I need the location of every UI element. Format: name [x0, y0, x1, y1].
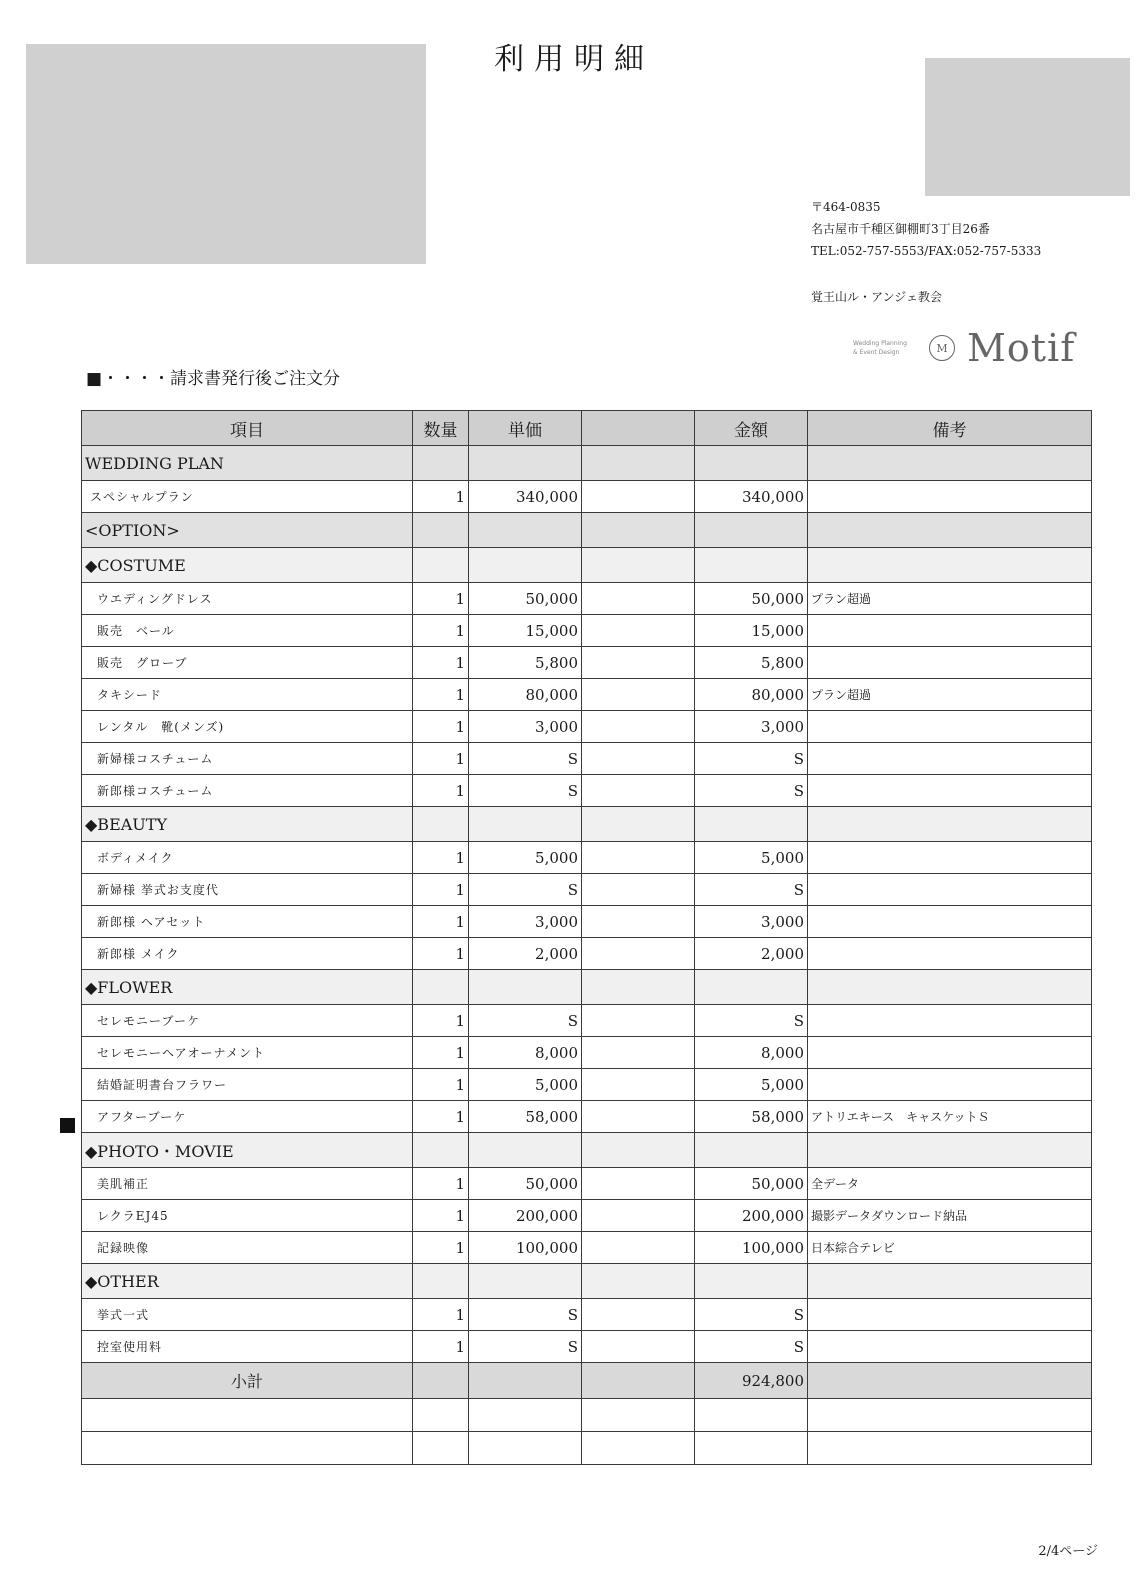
item-qty: 1	[413, 1299, 469, 1331]
empty-cell	[695, 970, 808, 1005]
item-qty: 1	[413, 647, 469, 679]
item-note: 全データ	[808, 1168, 1092, 1200]
item-unit-price: 340,000	[469, 481, 582, 513]
item-amount: S	[695, 1299, 808, 1331]
empty-cell	[582, 874, 695, 906]
item-name: 控室使用料	[82, 1331, 413, 1363]
redacted-block-right	[925, 58, 1130, 196]
empty-cell	[582, 775, 695, 807]
item-name: 販売 グローブ	[82, 647, 413, 679]
item-qty: 1	[413, 906, 469, 938]
item-qty: 1	[413, 679, 469, 711]
row-label: ◆PHOTO・MOVIE	[82, 1133, 413, 1168]
row-label: WEDDING PLAN	[82, 446, 413, 481]
item-name: 新郎様 ヘアセット	[82, 906, 413, 938]
empty-cell	[413, 1399, 469, 1432]
row-label: <OPTION>	[82, 513, 413, 548]
empty-cell	[695, 446, 808, 481]
empty-cell	[808, 1133, 1092, 1168]
empty-cell	[469, 1264, 582, 1299]
empty-cell	[695, 548, 808, 583]
table-row	[82, 906, 1092, 938]
item-name: 結婚証明書台フラワー	[82, 1069, 413, 1101]
empty-cell	[582, 679, 695, 711]
row-marker-square	[60, 1118, 75, 1133]
table-row	[82, 583, 1092, 615]
empty-cell	[808, 513, 1092, 548]
item-unit-price: 5,000	[469, 1069, 582, 1101]
empty-cell	[582, 1299, 695, 1331]
item-name: 新郎様コスチューム	[82, 775, 413, 807]
empty-cell	[582, 481, 695, 513]
item-note: アトリエキース キャスケットＳ	[808, 1101, 1092, 1133]
item-amount: 15,000	[695, 615, 808, 647]
empty-cell	[582, 711, 695, 743]
item-qty: 1	[413, 1005, 469, 1037]
item-qty: 1	[413, 1069, 469, 1101]
table-body	[82, 446, 1092, 1465]
item-qty: 1	[413, 1331, 469, 1363]
empty-cell	[695, 1432, 808, 1465]
usage-detail-table	[81, 410, 1092, 1465]
empty-cell	[469, 807, 582, 842]
postal-code: 〒464-0835	[811, 200, 881, 214]
item-note	[808, 874, 1092, 906]
empty-cell	[695, 1133, 808, 1168]
empty-cell	[469, 970, 582, 1005]
header-item: 項目	[82, 411, 413, 446]
item-amount: 5,000	[695, 1069, 808, 1101]
phone-fax: TEL:052-757-5553/FAX:052-757-5333	[811, 244, 1042, 258]
empty-cell	[808, 1432, 1092, 1465]
item-qty: 1	[413, 775, 469, 807]
empty-cell	[808, 1363, 1092, 1399]
item-unit-price: S	[469, 743, 582, 775]
item-note: 撮影データダウンロード納品	[808, 1200, 1092, 1232]
item-qty: 1	[413, 842, 469, 874]
empty-cell	[582, 1101, 695, 1133]
item-name: ウエディングドレス	[82, 583, 413, 615]
empty-cell	[413, 1363, 469, 1399]
table-header-row	[82, 411, 1092, 446]
empty-cell	[808, 446, 1092, 481]
item-amount: 8,000	[695, 1037, 808, 1069]
empty-cell	[413, 548, 469, 583]
table-row	[82, 1331, 1092, 1363]
empty-cell	[695, 513, 808, 548]
item-note	[808, 481, 1092, 513]
empty-cell	[82, 1399, 413, 1432]
header-blank	[582, 411, 695, 446]
item-note	[808, 1299, 1092, 1331]
empty-cell	[808, 548, 1092, 583]
item-qty: 1	[413, 743, 469, 775]
item-amount: 5,000	[695, 842, 808, 874]
item-note	[808, 1331, 1092, 1363]
item-qty: 1	[413, 711, 469, 743]
empty-cell	[582, 1399, 695, 1432]
item-qty: 1	[413, 874, 469, 906]
item-qty: 1	[413, 1232, 469, 1264]
item-amount: 2,000	[695, 938, 808, 970]
empty-cell	[582, 615, 695, 647]
table-row	[82, 1200, 1092, 1232]
item-amount: 5,800	[695, 647, 808, 679]
item-name: 美肌補正	[82, 1168, 413, 1200]
table-row	[82, 1037, 1092, 1069]
blank-row	[82, 1432, 1092, 1465]
item-amount: 80,000	[695, 679, 808, 711]
item-unit-price: 15,000	[469, 615, 582, 647]
table-row	[82, 874, 1092, 906]
item-unit-price: 80,000	[469, 679, 582, 711]
empty-cell	[582, 1331, 695, 1363]
venue-name: 覚王山ル・アンジェ教会	[811, 290, 942, 304]
item-amount: 340,000	[695, 481, 808, 513]
empty-cell	[469, 1399, 582, 1432]
empty-cell	[582, 842, 695, 874]
empty-cell	[808, 807, 1092, 842]
item-qty: 1	[413, 1168, 469, 1200]
table-row	[82, 1168, 1092, 1200]
empty-cell	[582, 583, 695, 615]
item-unit-price: S	[469, 874, 582, 906]
item-note	[808, 743, 1092, 775]
item-amount: S	[695, 1005, 808, 1037]
empty-cell	[582, 1363, 695, 1399]
venue-address-block	[811, 196, 1041, 308]
category-heading-row	[82, 807, 1092, 842]
item-name: セレモニーブーケ	[82, 1005, 413, 1037]
item-amount: 200,000	[695, 1200, 808, 1232]
item-note: プラン超過	[808, 583, 1092, 615]
empty-cell	[413, 807, 469, 842]
empty-cell	[582, 513, 695, 548]
empty-cell	[582, 970, 695, 1005]
empty-cell	[582, 1069, 695, 1101]
table-row	[82, 1232, 1092, 1264]
empty-cell	[469, 1432, 582, 1465]
empty-cell	[808, 1264, 1092, 1299]
item-amount: S	[695, 874, 808, 906]
item-unit-price: 50,000	[469, 583, 582, 615]
item-amount: 50,000	[695, 1168, 808, 1200]
empty-cell	[582, 938, 695, 970]
table-row	[82, 938, 1092, 970]
item-note: プラン超過	[808, 679, 1092, 711]
document-title: 利用明細	[494, 42, 654, 77]
item-name: アフターブーケ	[82, 1101, 413, 1133]
section-heading: ■・・・・請求書発行後ご注文分	[86, 369, 341, 389]
empty-cell	[469, 446, 582, 481]
item-name: 挙式一式	[82, 1299, 413, 1331]
item-unit-price: 50,000	[469, 1168, 582, 1200]
empty-cell	[695, 1264, 808, 1299]
subtotal-label: 小計	[82, 1363, 413, 1399]
motif-logo	[853, 326, 1075, 370]
item-unit-price: S	[469, 1005, 582, 1037]
empty-cell	[582, 1037, 695, 1069]
item-unit-price: 8,000	[469, 1037, 582, 1069]
logo-wordmark: Motif	[967, 326, 1076, 370]
item-note	[808, 615, 1092, 647]
table-row	[82, 775, 1092, 807]
item-note	[808, 1037, 1092, 1069]
item-qty: 1	[413, 1101, 469, 1133]
item-amount: 100,000	[695, 1232, 808, 1264]
category-heading-row	[82, 1264, 1092, 1299]
item-amount: S	[695, 1331, 808, 1363]
header-note: 備考	[808, 411, 1092, 446]
empty-cell	[413, 1264, 469, 1299]
item-qty: 1	[413, 1200, 469, 1232]
empty-cell	[582, 1432, 695, 1465]
item-amount: S	[695, 775, 808, 807]
table-row	[82, 647, 1092, 679]
row-label: ◆BEAUTY	[82, 807, 413, 842]
empty-cell	[582, 807, 695, 842]
item-note	[808, 906, 1092, 938]
empty-cell	[413, 513, 469, 548]
item-unit-price: 2,000	[469, 938, 582, 970]
table-row	[82, 1005, 1092, 1037]
item-name: 新婦様コスチューム	[82, 743, 413, 775]
item-unit-price: 58,000	[469, 1101, 582, 1133]
item-name: セレモニーヘアオーナメント	[82, 1037, 413, 1069]
empty-cell	[808, 1399, 1092, 1432]
row-label: ◆FLOWER	[82, 970, 413, 1005]
subtotal-amount: 924,800	[695, 1363, 808, 1399]
empty-cell	[582, 743, 695, 775]
row-label: ◆OTHER	[82, 1264, 413, 1299]
item-note	[808, 775, 1092, 807]
item-name: 記録映像	[82, 1232, 413, 1264]
empty-cell	[582, 1005, 695, 1037]
item-name: 販売 ベール	[82, 615, 413, 647]
item-name: レクラEJ45	[82, 1200, 413, 1232]
item-name: レンタル 靴(メンズ)	[82, 711, 413, 743]
empty-cell	[695, 807, 808, 842]
item-unit-price: 200,000	[469, 1200, 582, 1232]
logo-tagline-line-2: & Event Design	[853, 349, 900, 356]
item-note	[808, 842, 1092, 874]
item-name: タキシード	[82, 679, 413, 711]
table-row	[82, 1299, 1092, 1331]
option-heading-row	[82, 513, 1092, 548]
plan-heading-row	[82, 446, 1092, 481]
item-name: スペシャルプラン	[82, 481, 413, 513]
logo-monogram-icon: M	[929, 335, 955, 361]
item-note: 日本綜合テレビ	[808, 1232, 1092, 1264]
item-qty: 1	[413, 615, 469, 647]
empty-cell	[469, 513, 582, 548]
category-heading-row	[82, 548, 1092, 583]
table-row	[82, 1101, 1092, 1133]
table-row	[82, 1069, 1092, 1101]
item-amount: 58,000	[695, 1101, 808, 1133]
empty-cell	[469, 1363, 582, 1399]
table-row	[82, 679, 1092, 711]
page-number: 2/4ページ	[1038, 1544, 1098, 1559]
empty-cell	[413, 1432, 469, 1465]
table-row	[82, 743, 1092, 775]
blank-row	[82, 1399, 1092, 1432]
item-amount: 3,000	[695, 711, 808, 743]
item-note	[808, 1069, 1092, 1101]
empty-cell	[469, 548, 582, 583]
empty-cell	[469, 1133, 582, 1168]
empty-cell	[582, 1168, 695, 1200]
item-qty: 1	[413, 481, 469, 513]
item-amount: 3,000	[695, 906, 808, 938]
category-heading-row	[82, 970, 1092, 1005]
logo-tagline-line-1: Wedding Planning	[853, 340, 907, 347]
item-note	[808, 647, 1092, 679]
table-row	[82, 711, 1092, 743]
item-qty: 1	[413, 938, 469, 970]
empty-cell	[582, 446, 695, 481]
category-heading-row	[82, 1133, 1092, 1168]
item-name: 新婦様 挙式お支度代	[82, 874, 413, 906]
header-amount: 金額	[695, 411, 808, 446]
table-row	[82, 615, 1092, 647]
item-qty: 1	[413, 583, 469, 615]
empty-cell	[582, 1133, 695, 1168]
street-address: 名古屋市千種区御棚町3丁目26番	[811, 222, 990, 236]
item-amount: S	[695, 743, 808, 775]
row-label: ◆COSTUME	[82, 548, 413, 583]
item-name: ボディメイク	[82, 842, 413, 874]
table-row	[82, 481, 1092, 513]
empty-cell	[582, 647, 695, 679]
empty-cell	[413, 1133, 469, 1168]
item-note	[808, 1005, 1092, 1037]
logo-tagline	[853, 339, 923, 357]
header-qty: 数量	[413, 411, 469, 446]
empty-cell	[582, 906, 695, 938]
empty-cell	[582, 1232, 695, 1264]
header-unit-price: 単価	[469, 411, 582, 446]
table-row	[82, 842, 1092, 874]
item-name: 新郎様 メイク	[82, 938, 413, 970]
empty-cell	[82, 1432, 413, 1465]
item-unit-price: 3,000	[469, 906, 582, 938]
item-amount: 50,000	[695, 583, 808, 615]
empty-cell	[808, 970, 1092, 1005]
empty-cell	[413, 970, 469, 1005]
item-unit-price: 5,000	[469, 842, 582, 874]
item-note	[808, 938, 1092, 970]
item-unit-price: 100,000	[469, 1232, 582, 1264]
item-unit-price: S	[469, 1331, 582, 1363]
item-unit-price: 5,800	[469, 647, 582, 679]
item-qty: 1	[413, 1037, 469, 1069]
item-unit-price: S	[469, 1299, 582, 1331]
empty-cell	[695, 1399, 808, 1432]
subtotal-row	[82, 1363, 1092, 1399]
empty-cell	[582, 1200, 695, 1232]
empty-cell	[413, 446, 469, 481]
item-unit-price: 3,000	[469, 711, 582, 743]
item-note	[808, 711, 1092, 743]
empty-cell	[582, 1264, 695, 1299]
empty-cell	[582, 548, 695, 583]
item-unit-price: S	[469, 775, 582, 807]
